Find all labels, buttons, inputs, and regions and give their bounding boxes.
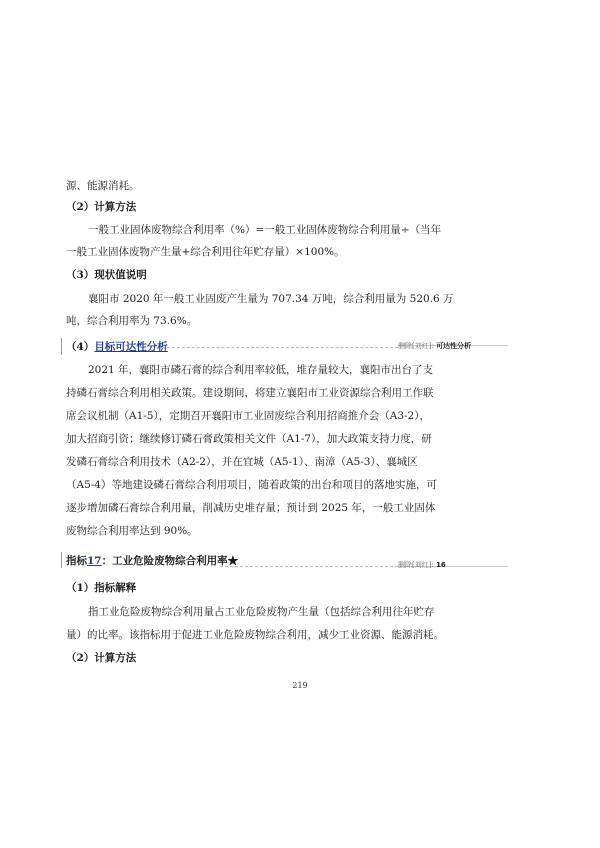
indicator-prefix: 指标 — [66, 555, 87, 567]
comment-tag: 删除[刘红]: — [398, 342, 434, 350]
comment-connector — [220, 566, 398, 568]
feasibility-line-6: （A5-4）等地建设磷石膏综合利用项目，随着政策的出台和项目的落地实施，可 — [66, 479, 437, 491]
comment-value: 可达性分析 — [436, 342, 472, 350]
paragraph-line: 源、能源消耗。 — [66, 180, 140, 192]
page-number: 219 — [292, 681, 308, 690]
comment-balloon-2[interactable] — [398, 560, 446, 570]
explain-line-1: 指工业危险废物综合利用量占工业危险废物产生量（包括综合利用往年贮存 — [88, 606, 435, 618]
comment-value: 16 — [436, 561, 446, 569]
feasibility-line-1: 2021 年，襄阳市磷石膏的综合利用率较低，堆存量较大，襄阳市出台了支 — [88, 364, 434, 376]
feasibility-line-7: 逐步增加磷石膏综合利用量，削减历史堆存量；预计到 2025 年，一般工业固体 — [66, 502, 436, 514]
feasibility-line-2: 持磷石膏综合利用相关政策。建设期间，将建立襄阳市工业资源综合利用工作联 — [66, 387, 434, 399]
indicator-number-link[interactable]: 17 — [87, 555, 102, 567]
indicator-title: ：工业危险废物综合利用率★ — [101, 555, 239, 567]
section-heading-calc-method-2: （2）计算方法 — [66, 652, 137, 664]
revision-bar — [61, 338, 62, 355]
section-heading-status: （3）现状值说明 — [66, 269, 147, 281]
feasibility-link[interactable]: 目标可达性分析 — [94, 341, 168, 353]
section-heading-calc-method: （2）计算方法 — [66, 201, 137, 213]
revision-bar — [61, 552, 62, 568]
status-line-2: 吨，综合利用率为 73.6%。 — [66, 315, 198, 327]
formula-line-2: 一般工业固体废物产生量+综合利用往年贮存量）×100%。 — [66, 246, 345, 258]
section-heading-explain: （1）指标解释 — [66, 582, 137, 594]
heading-number: （4） — [66, 341, 95, 353]
feasibility-line-4: 加大招商引资；继续修订磷石膏政策相关文件（A1-7），加大政策支持力度，研 — [66, 433, 432, 445]
status-line-1: 襄阳市 2020 年一般工业固废产生量为 707.34 万吨，综合利用量为 520.6 万 — [88, 293, 454, 305]
feasibility-line-5: 发磷石膏综合利用技术（A2-2），并在宜城（A5-1）、南漳（A5-3）、襄城区 — [66, 456, 418, 468]
comment-connector — [162, 347, 398, 349]
formula-line-1: 一般工业固体废物综合利用率（%）=一般工业固体废物综合利用量÷（当年 — [88, 224, 442, 236]
comment-balloon-1[interactable] — [398, 341, 471, 351]
explain-line-2: 量）的比率。该指标用于促进工业危险废物综合利用，减少工业资源、能源消耗。 — [66, 629, 444, 641]
comment-tag: 删除[刘红]: — [398, 561, 434, 569]
feasibility-line-3: 席会议机制（A1-5），定期召开襄阳市工业固废综合利用招商推介会（A3-2）， — [66, 410, 430, 422]
feasibility-line-8: 废物综合利用率达到 90%。 — [66, 525, 198, 537]
